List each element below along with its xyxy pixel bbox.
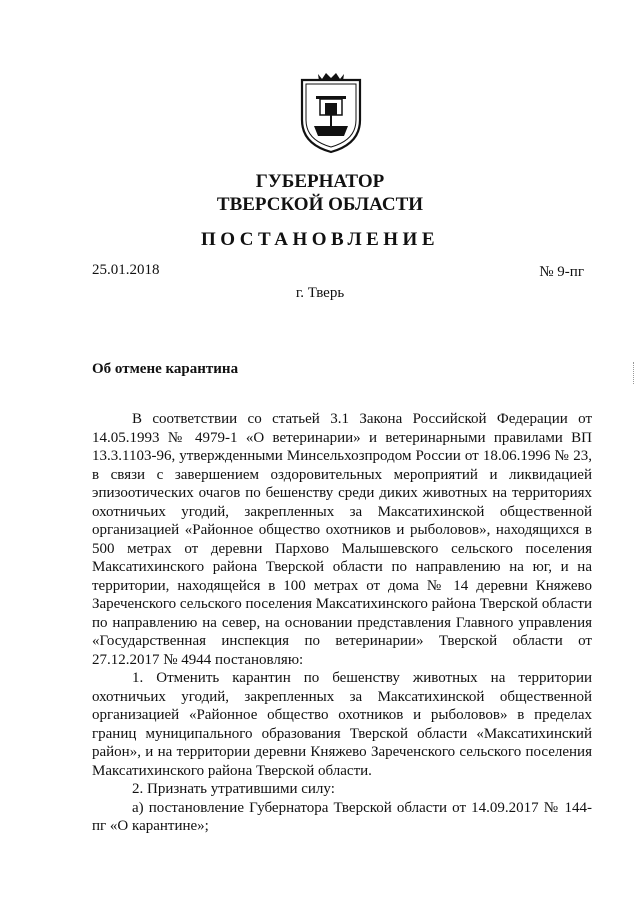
authority-title-line2: ТВЕРСКОЙ ОБЛАСТИ bbox=[216, 194, 424, 215]
authority-title-line1: ГУБЕРНАТОР bbox=[255, 171, 385, 192]
body-paragraph-item2a: а) постановление Губернатора Тверской области от 14.09.2017 № 144-пг «О карантине»; bbox=[92, 799, 592, 834]
body-paragraph-item2: 2. Признать утратившими силу: bbox=[132, 781, 335, 797]
coat-of-arms-icon bbox=[296, 70, 366, 154]
scan-edge-mark bbox=[633, 362, 636, 384]
document-number: № 9-пг bbox=[539, 264, 584, 280]
document-type-heading: ПОСТАНОВЛЕНИЕ bbox=[200, 229, 440, 250]
body-paragraph-item1: 1. Отменить карантин по бешенству животных на территории охотничьих угодий, закрепленных за Максатихинской общественной организацией «Районное общество охотников и рыболовов» в пределах границ муниципального образования Тверской области «Максатихинский район», и на территории деревни Княжево Зареченского сельского поселения Максатихинского района Тверской области. bbox=[92, 670, 592, 779]
document-city: г. Тверь bbox=[295, 285, 345, 301]
document-body bbox=[92, 410, 592, 836]
body-paragraph-intro: В соответствии со статьей 3.1 Закона Российской Федерации от 14.05.1993 № 4979-1 «О ветеринарии» и ветеринарными правилами ВП 13.3.1103-96, утвержденными Минсельхозпродом России от 18.06.1996 № 23, в связи с завершением оздоровительных мероприятий и ликвидацией эпизоотических очагов по бешенству среди диких животных на территориях охотничьих угодий, закрепленных за Максатихинской общественной организацией «Районное общество охотников и рыболовов», находящихся в 500 метрах от деревни Пархово Малышевского сельского поселения Максатихинского района Тверской области по направлению на юг, и на территории, находящейся в 100 метрах от дома № 14 деревни Княжево Зареченского сельского поселения Максатихинского района Тверской области по направлению на север, на основании представления Главного управления «Государственная инспекция по ветеринарии» Тверской области от 27.12.2017 № 4944 постановляю: bbox=[92, 411, 592, 668]
document-subject: Об отмене карантина bbox=[92, 361, 239, 377]
document-date: 25.01.2018 bbox=[92, 262, 160, 278]
